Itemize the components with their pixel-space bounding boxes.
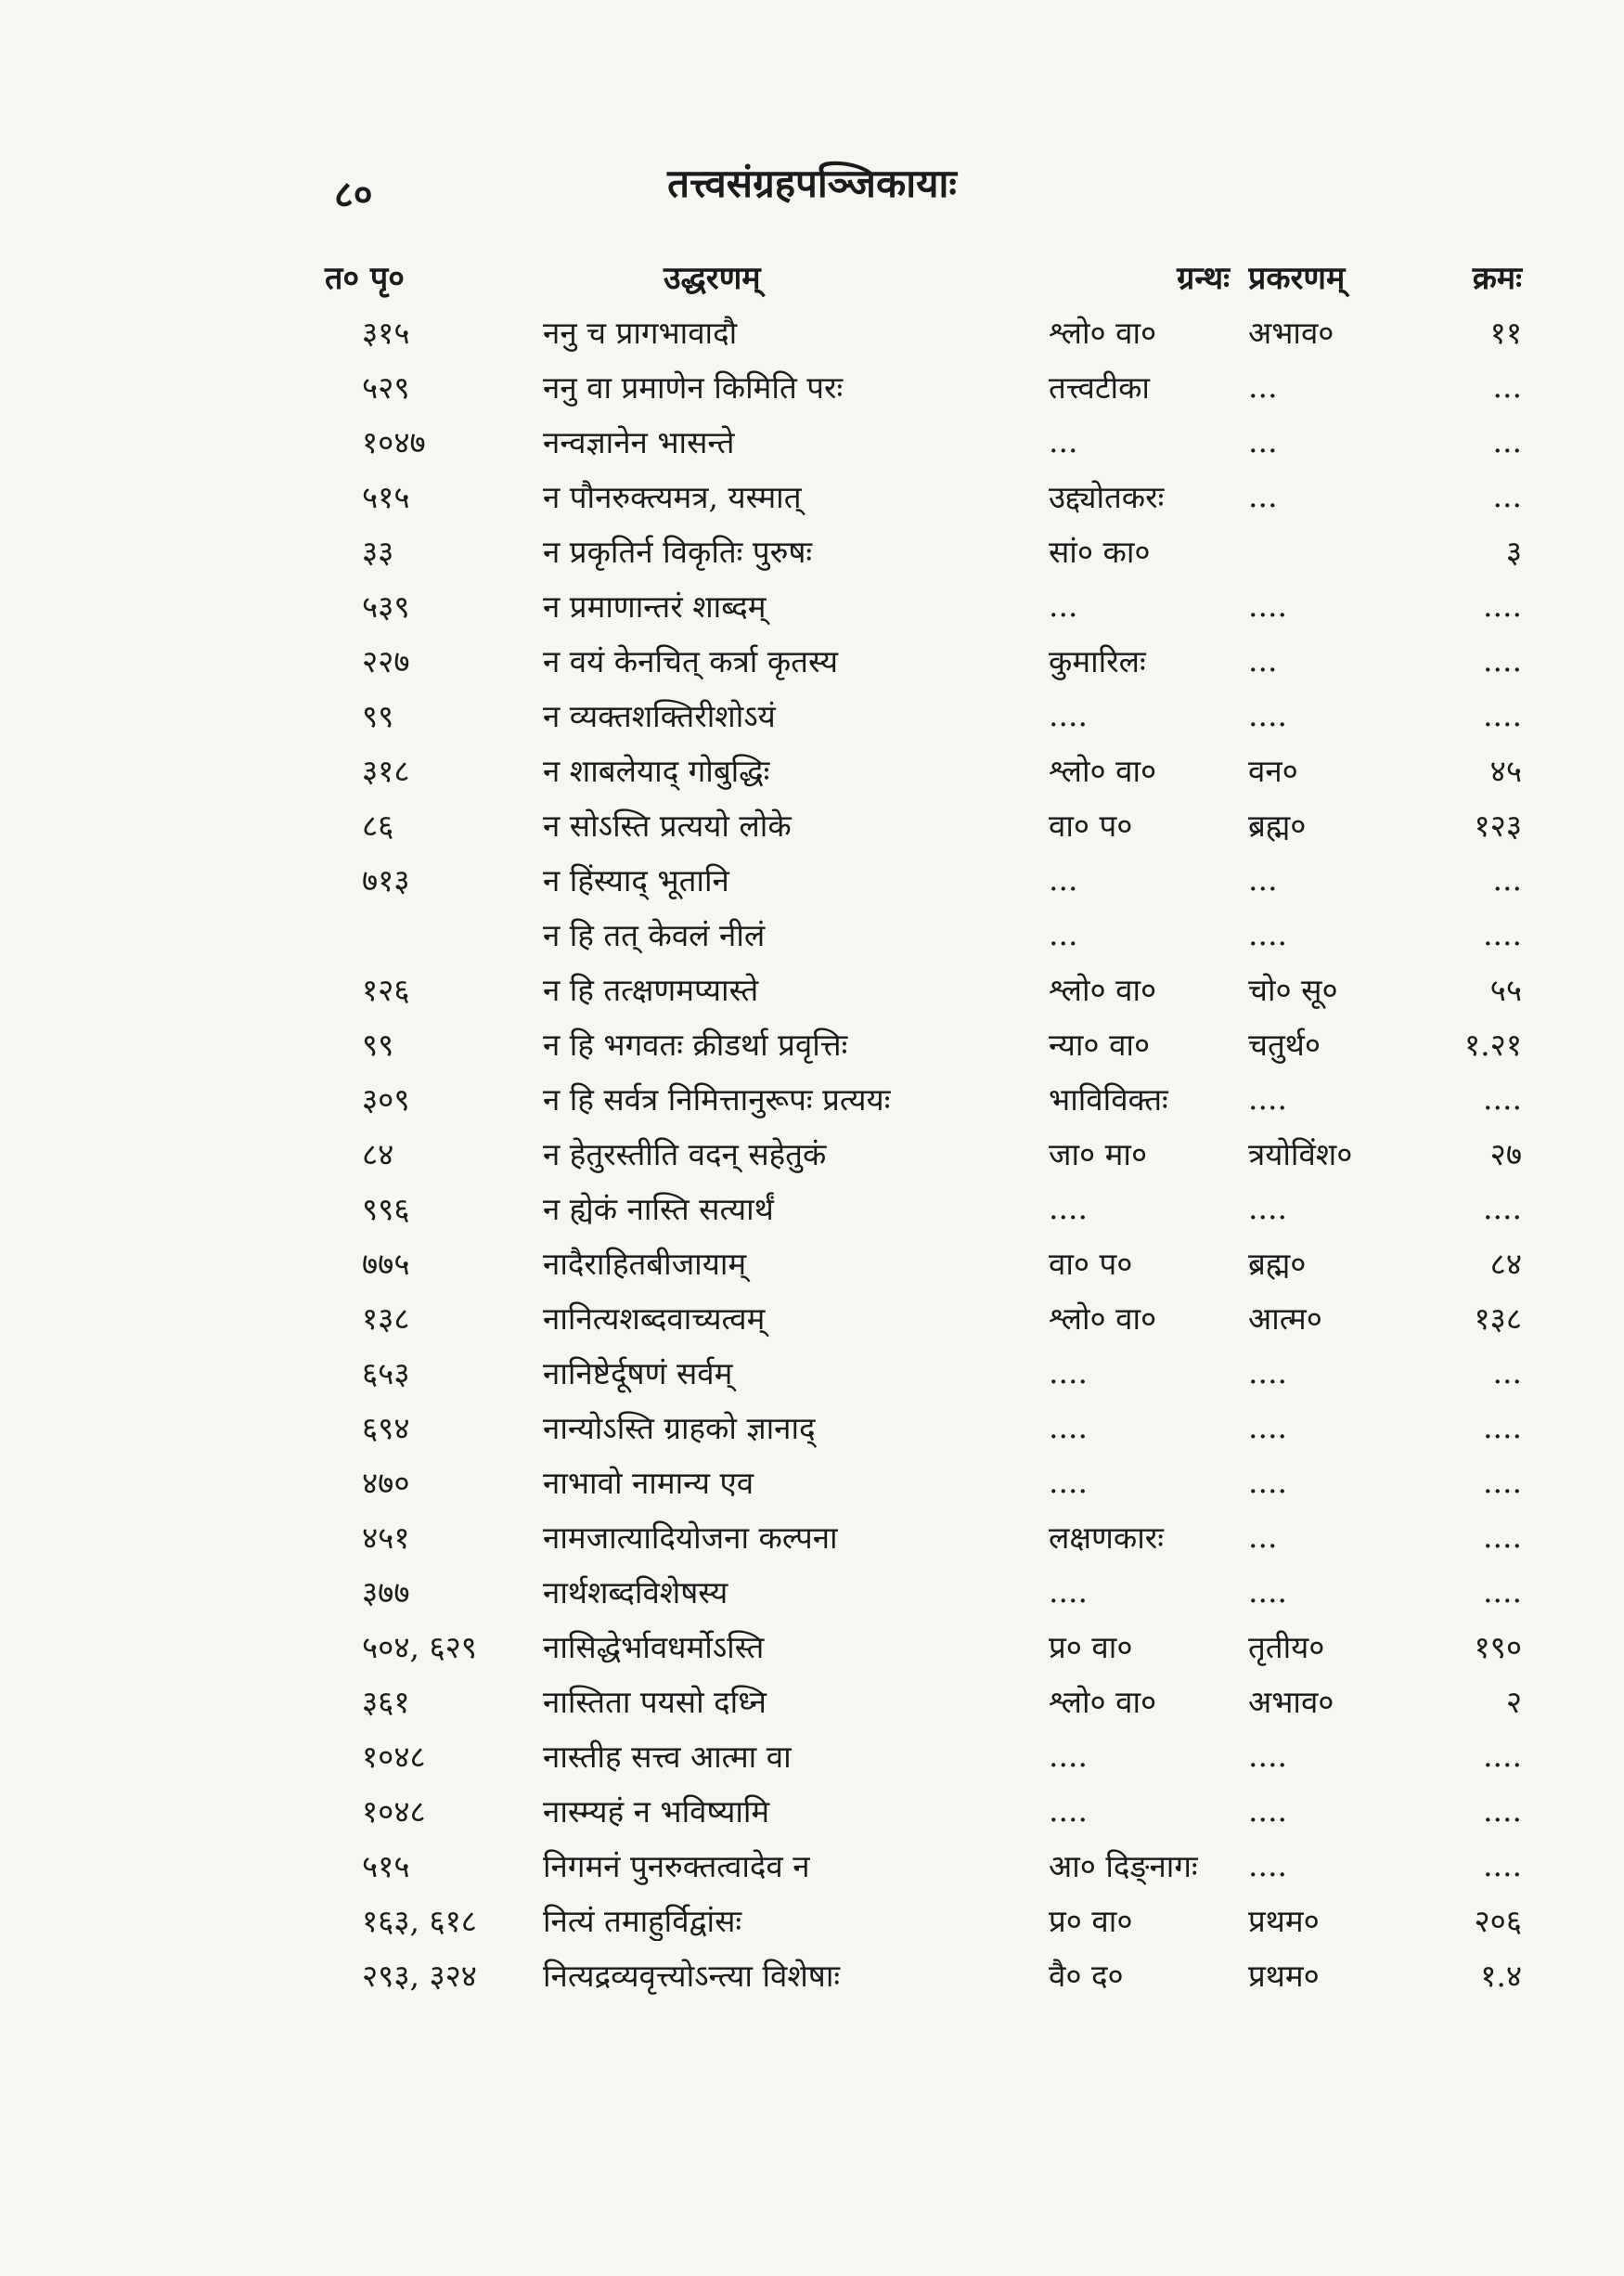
table-row [325, 1728, 1522, 1783]
section-text: .... [1248, 697, 1287, 733]
verse-number: .... [1483, 1738, 1522, 1774]
page-ref: १०४८ [362, 1793, 426, 1830]
table-row [325, 414, 1522, 469]
quote-text: न हि तत्क्षणमप्यास्ते [543, 972, 759, 1008]
table-row [325, 359, 1522, 414]
section-text: .... [1248, 1354, 1287, 1390]
page-ref: १०४७ [362, 424, 426, 460]
section-text: वन० [1248, 753, 1298, 789]
quote-text: नार्थशब्दविशेषस्य [543, 1574, 728, 1610]
verse-number: १३८ [1474, 1300, 1522, 1337]
page-ref: ३३ [362, 534, 394, 570]
quote-text: न हि सर्वत्र निमित्तानुरूपः प्रत्ययः [543, 1081, 891, 1118]
quote-text: नास्म्यहं न भविष्यामि [543, 1793, 770, 1830]
source-text: वा० प० [1049, 808, 1133, 844]
quote-text: न सोऽस्ति प्रत्ययो लोके [543, 808, 792, 844]
table-row [325, 852, 1522, 907]
page-ref: ३६१ [362, 1684, 410, 1720]
verse-number: .... [1483, 588, 1522, 624]
table-row [325, 524, 1522, 578]
page-ref: ६५३ [362, 1355, 410, 1391]
source-text: ... [1049, 588, 1078, 624]
page-ref: ९९६ [362, 1191, 410, 1227]
quote-text: निगमनं पुनरुक्तत्वादेव न [543, 1848, 810, 1884]
section-text: प्रथम० [1248, 1903, 1320, 1939]
quote-text: नन्वज्ञानेन भासन्ते [543, 424, 735, 460]
page-ref: २९३, ३२४ [362, 1958, 477, 1994]
verse-number: १२३ [1474, 808, 1522, 844]
table-row [325, 962, 1522, 1016]
table-row [325, 1838, 1522, 1893]
page-ref: ३७७ [362, 1574, 410, 1610]
table-row [325, 578, 1522, 633]
table-row [325, 1235, 1522, 1290]
quote-text: न शाबलेयाद् गोबुद्धिः [543, 753, 770, 789]
source-text: .... [1049, 1792, 1088, 1829]
verse-number: .... [1483, 642, 1522, 679]
column-header-section: प्रकरणम् [1248, 260, 1346, 297]
table-row [325, 688, 1522, 743]
source-text: तत्त्वटीका [1049, 369, 1150, 406]
table-row [325, 1947, 1522, 2002]
section-text: ... [1248, 642, 1278, 679]
verse-number: ४५ [1489, 753, 1522, 789]
source-text: सां० का० [1049, 534, 1151, 570]
page-ref: १६३, ६१८ [362, 1903, 477, 1939]
section-text: ... [1248, 861, 1278, 898]
table-row [325, 469, 1522, 524]
section-text: आत्म० [1248, 1300, 1322, 1337]
source-text: उद्द्योतकरः [1049, 479, 1165, 515]
source-text: प्र० वा० [1049, 1629, 1133, 1665]
verse-number: .... [1483, 697, 1522, 733]
section-text: .... [1248, 916, 1287, 952]
page-ref: ७७५ [362, 1246, 410, 1282]
source-text: .... [1049, 1573, 1088, 1610]
quote-text: नित्यं तमाहुर्विद्वांसः [543, 1903, 742, 1939]
verse-number: ५५ [1489, 972, 1522, 1008]
quote-text: नानिष्टेर्दूषणं सर्वम् [543, 1355, 733, 1391]
table-row [325, 1455, 1522, 1509]
page-ref: २२७ [362, 643, 410, 679]
verse-number: २ [1505, 1684, 1522, 1720]
quote-text: नानित्यशब्दवाच्यत्वम् [543, 1300, 766, 1337]
quote-text: नास्तिता पयसो दध्नि [543, 1684, 767, 1720]
page-ref: ५३९ [362, 588, 410, 625]
quote-text: ननु च प्रागभावादौ [543, 315, 738, 351]
verse-number: ८४ [1489, 1246, 1522, 1282]
source-text: वै० द० [1049, 1958, 1124, 1994]
source-text: .... [1049, 1738, 1088, 1774]
quote-text: नान्योऽस्ति ग्राहको ज्ञानाद् [543, 1410, 816, 1446]
table-row [325, 1400, 1522, 1455]
table-row [325, 1509, 1522, 1564]
page-ref: ५१५ [362, 479, 410, 515]
source-text: ... [1049, 916, 1078, 952]
table-row [325, 1674, 1522, 1728]
table-row [325, 1564, 1522, 1619]
quote-text: न प्रमाणान्तरं शाब्दम् [543, 588, 767, 625]
table-row [325, 743, 1522, 797]
source-text: आ० दिङ्नागः [1049, 1848, 1198, 1884]
section-text: .... [1248, 1080, 1287, 1117]
page-number: ८० [334, 173, 373, 216]
page-ref: ४५१ [362, 1519, 410, 1556]
source-text: लक्षणकारः [1049, 1519, 1164, 1556]
table-row [325, 907, 1522, 962]
source-text: श्लो० वा० [1049, 1684, 1157, 1720]
verse-number: .... [1483, 1080, 1522, 1117]
source-text: ... [1049, 423, 1078, 459]
quote-text: नादैराहितबीजायाम् [543, 1246, 747, 1282]
verse-number: ... [1492, 861, 1522, 898]
quote-text: न हि तत् केवलं नीलं [543, 917, 766, 953]
source-text: श्लो० वा० [1049, 315, 1157, 351]
source-text: .... [1049, 1354, 1088, 1390]
section-text: ... [1248, 1519, 1278, 1555]
section-text: .... [1248, 588, 1287, 624]
page-ref: ८६ [362, 808, 394, 844]
table-row [325, 1071, 1522, 1126]
section-text: ... [1248, 369, 1278, 405]
table-row [325, 1893, 1522, 1947]
section-text: .... [1248, 1573, 1287, 1610]
verse-number: २०६ [1474, 1903, 1522, 1939]
table-row [325, 1619, 1522, 1674]
section-text: ब्रह्म० [1248, 808, 1307, 844]
quote-text: न हि भगवतः क्रीडर्था प्रवृत्तिः [543, 1027, 848, 1063]
verse-number: ... [1492, 423, 1522, 459]
verse-number: .... [1483, 916, 1522, 952]
source-text: ... [1049, 861, 1078, 898]
section-text: .... [1248, 1847, 1287, 1883]
verse-number: .... [1483, 1792, 1522, 1829]
source-text: श्लो० वा० [1049, 972, 1157, 1008]
verse-number: १.४ [1480, 1958, 1522, 1994]
quote-text: न ह्येकं नास्ति सत्यार्थं [543, 1191, 774, 1227]
quote-text: न हिंस्याद् भूतानि [543, 862, 729, 899]
quote-text: न व्यक्तशक्तिरीशोऽयं [543, 698, 776, 734]
quotation-index-table [325, 249, 1522, 2002]
page-ref: ९९ [362, 1027, 394, 1063]
section-text: प्रथम० [1248, 1958, 1320, 1994]
verse-number: ... [1492, 1354, 1522, 1390]
table-row [325, 1290, 1522, 1345]
verse-number: .... [1483, 1519, 1522, 1555]
source-text: न्या० वा० [1049, 1027, 1151, 1063]
source-text: श्लो० वा० [1049, 753, 1157, 789]
verse-number: .... [1483, 1573, 1522, 1610]
section-text: .... [1248, 1738, 1287, 1774]
page-ref: १२६ [362, 972, 410, 1008]
page-ref: ४७० [362, 1465, 410, 1501]
page-ref: १३८ [362, 1300, 410, 1337]
table-header [325, 249, 1522, 304]
page-ref: ३१८ [362, 753, 410, 789]
page-ref: ३१५ [362, 315, 410, 351]
section-text: ... [1248, 478, 1278, 514]
source-text: जा० मा० [1049, 1136, 1148, 1172]
source-text: .... [1049, 697, 1088, 733]
page-ref: ५०४, ६२९ [362, 1629, 477, 1665]
verse-number: १.२१ [1464, 1027, 1522, 1063]
table-row [325, 633, 1522, 688]
section-text: ब्रह्म० [1248, 1246, 1307, 1282]
table-row [325, 1783, 1522, 1838]
quote-text: नित्यद्रव्यवृत्त्योऽन्त्या विशेषाः [543, 1958, 841, 1994]
section-text: चतुर्थ० [1248, 1027, 1321, 1063]
quote-text: नासिद्धेर्भावधर्मोऽस्ति [543, 1629, 765, 1665]
verse-number: ११ [1489, 315, 1522, 351]
section-text: ... [1248, 423, 1278, 459]
page-ref: ८४ [362, 1136, 394, 1172]
section-text: अभाव० [1248, 1684, 1334, 1720]
section-text: .... [1248, 1464, 1287, 1500]
source-text: प्र० वा० [1049, 1903, 1133, 1939]
source-text: वा० प० [1049, 1246, 1133, 1282]
source-text: .... [1049, 1190, 1088, 1226]
verse-number: ... [1492, 478, 1522, 514]
quote-text: न पौनरुक्त्यमत्र, यस्मात् [543, 479, 802, 515]
section-text: अभाव० [1248, 315, 1334, 351]
quote-text: नामजात्यादियोजना कल्पना [543, 1519, 838, 1556]
page-ref: ९९ [362, 698, 394, 734]
section-text: .... [1248, 1792, 1287, 1829]
table-row [325, 304, 1522, 359]
source-text: भाविविक्तः [1049, 1081, 1168, 1118]
table-row [325, 1345, 1522, 1400]
source-text: श्लो० वा० [1049, 1300, 1157, 1337]
page-ref: ६९४ [362, 1410, 410, 1446]
quote-text: न प्रकृतिर्न विकृतिः पुरुषः [543, 534, 813, 570]
quote-text: न वयं केनचित् कर्त्रा कृतस्य [543, 643, 838, 679]
table-row [325, 1126, 1522, 1181]
section-text: .... [1248, 1409, 1287, 1445]
page-ref: ५२९ [362, 369, 410, 406]
table-row [325, 1016, 1522, 1071]
verse-number: .... [1483, 1190, 1522, 1226]
section-text: त्रयोविंश० [1248, 1136, 1353, 1172]
page-ref: ३०९ [362, 1081, 410, 1118]
verse-number: .... [1483, 1409, 1522, 1445]
page-ref: १०४८ [362, 1739, 426, 1775]
page-title: तत्त्वसंग्रहपञ्जिकायाः [667, 161, 957, 206]
column-header-number: क्रमः [1472, 260, 1522, 297]
column-header-page: त० पृ० [325, 260, 405, 297]
verse-number: ... [1492, 369, 1522, 405]
verse-number: .... [1483, 1847, 1522, 1883]
section-text: चो० सू० [1248, 972, 1338, 1008]
table-row [325, 1181, 1522, 1235]
page-ref: ७१३ [362, 862, 410, 899]
source-text: .... [1049, 1464, 1088, 1500]
quote-text: नाभावो नामान्य एव [543, 1465, 754, 1501]
verse-number: .... [1483, 1464, 1522, 1500]
source-text: .... [1049, 1409, 1088, 1445]
quote-text: नास्तीह सत्त्व आत्मा वा [543, 1739, 792, 1775]
table-body [325, 304, 1522, 2002]
quote-text: न हेतुरस्तीति वदन् सहेतुकं [543, 1136, 827, 1172]
section-text: .... [1248, 1190, 1287, 1226]
page-ref: ५१५ [362, 1848, 410, 1884]
verse-number: २७ [1489, 1136, 1522, 1172]
column-header-quote: उद्धरणम् [664, 260, 761, 297]
verse-number: १९० [1474, 1629, 1522, 1665]
column-header-source: ग्रन्थः [1177, 260, 1230, 297]
verse-number: ३ [1505, 534, 1522, 570]
section-text: तृतीय० [1248, 1629, 1325, 1665]
table-row [325, 797, 1522, 852]
quote-text: ननु वा प्रमाणेन किमिति परः [543, 369, 844, 406]
source-text: कुमारिलः [1049, 643, 1146, 679]
